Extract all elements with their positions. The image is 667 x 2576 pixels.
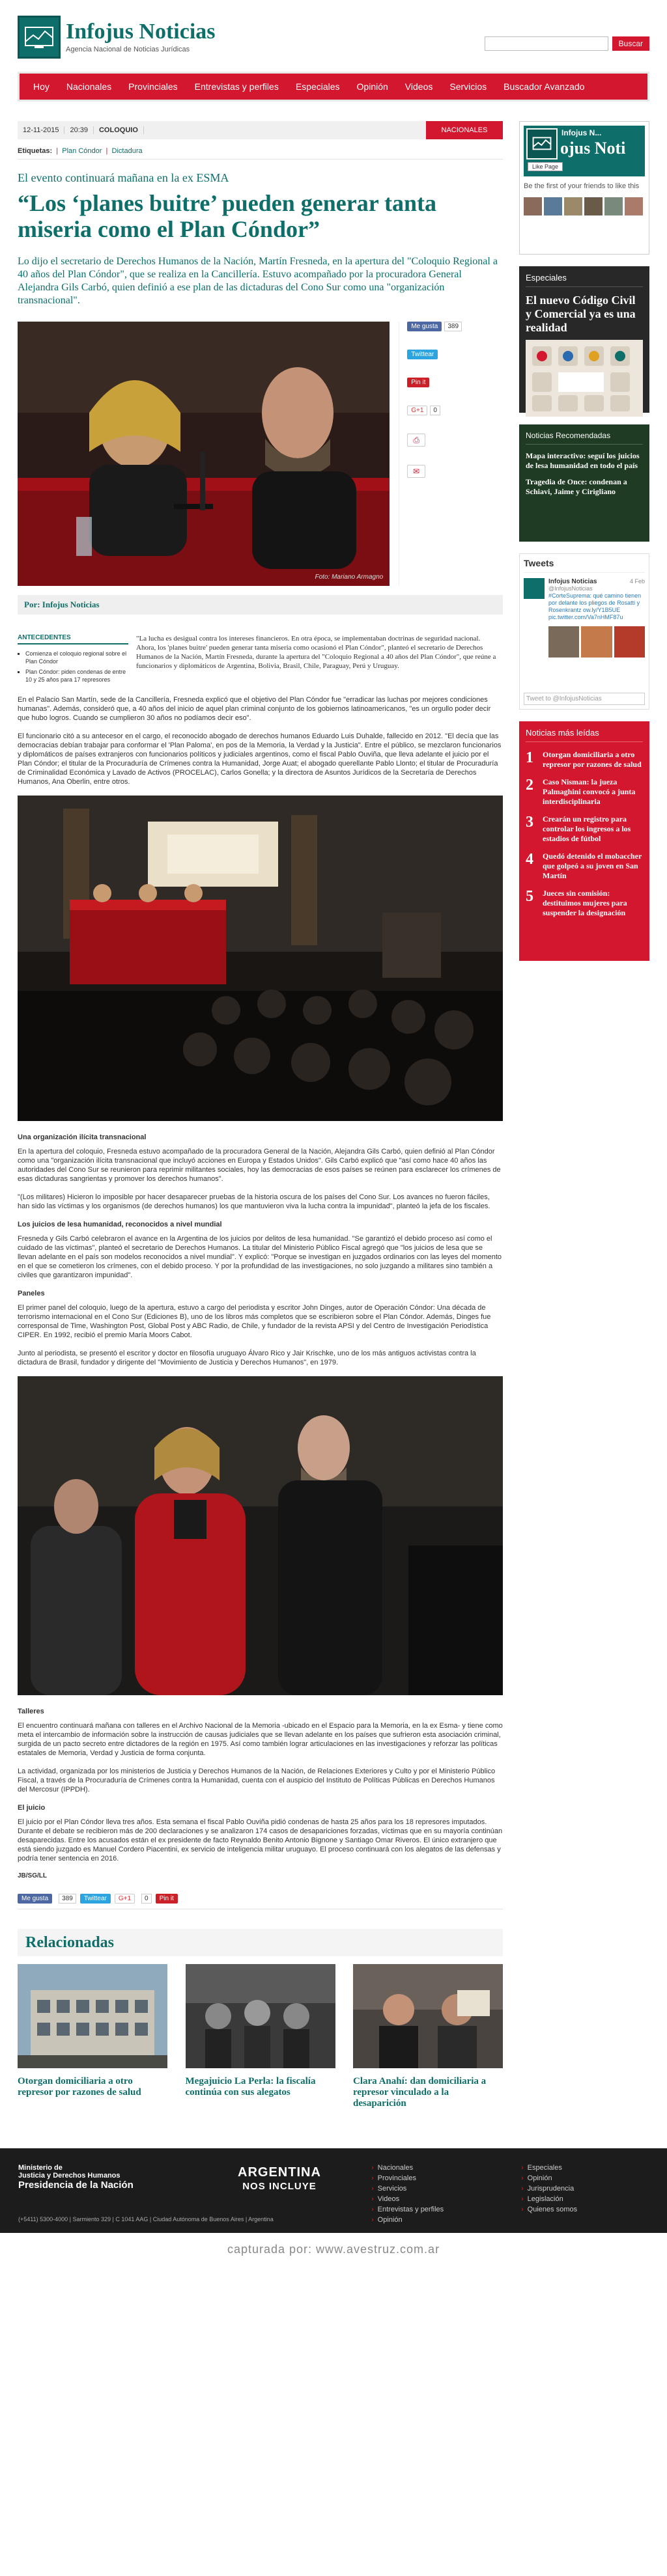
email-icon[interactable]: ✉ (407, 465, 425, 478)
pinterest-button[interactable]: Pin it (407, 378, 429, 387)
search-input[interactable] (485, 36, 608, 51)
pinterest-button[interactable]: Pin it (156, 1894, 178, 1904)
article-photo-3 (18, 1376, 503, 1695)
related-item[interactable] (353, 1964, 503, 2109)
footer-link[interactable]: › Provinciales (371, 2173, 444, 2183)
capture-watermark: capturada por: www.avestruz.com.ar (0, 2233, 667, 2265)
ministry-line-3: Presidencia de la Nación (18, 2180, 134, 2191)
twitter-avatar[interactable] (524, 578, 545, 599)
photo-credit: Foto: Mariano Armagno (315, 574, 384, 581)
facebook-like-button[interactable]: Me gusta (18, 1894, 52, 1904)
paragraph: En la apertura del coloquio, Fresneda estuvo acompañado de la procuradora General de la Nación, Alejandra Gils Carbó, quien definió al Plan Cóndor como una "organización ilícita transnacional que incluyó acciones en Europa y Estados Unidos". Gils Carbó explicó que "así como hace 40 años las autoridades del Cono Sur se reunieron para reprimir militantes sociales, hoy las democracias de esos países se reúnen para esclarecer los crímenes de esas dictaduras sangrientas y promover los derechos humanos". (18, 1148, 501, 1183)
related-title-text: Clara Anahí: dan domiciliaria a represor vinculado a la desaparición (353, 2076, 487, 2109)
especiales-image[interactable] (526, 340, 643, 417)
paragraph: El juicio por el Plan Cóndor lleva tres años. Esta semana el fiscal Pablo Ouviña pidió condenas de hasta 25 años para los 18 represores imputados. Durante el debate se recibieron más de 200 declaraciones y se analizaron 174 casos de desapariciones forzadas, víctimas que en su mayoría continúan desaparecidas. Entre los acusados están el ex presidente de facto Reynaldo Benito Antonio Bignone y Santiago Omar Riveros. El único extranjero que está siendo juzgado es Manuel Cordero Piacentini, ex servicio de inteligencia militar uruguayo. El proceso continuará con los alegatos de las defensas y podría tener sentencia en 2016. (18, 1818, 503, 1863)
recomendadas-box (519, 424, 649, 542)
related-title: Relacionadas (18, 1929, 503, 1956)
most-viewed-item[interactable] (526, 814, 643, 844)
google-plus-button[interactable]: G+1 (407, 406, 427, 415)
main-nav (18, 72, 649, 102)
facebook-cover-text: ojus Noti (560, 139, 626, 158)
pull-quote: "La lucha es desigual contra los intereses financieros. En otra época, se implementaban doctrinas de seguridad nacional. Ahora, los 'planes buitre' pueden generar tanta miseria como ocasionó el Plan Cóndor", planteó el secretario de Derechos Humanos de la Nación, Martín Fresneda, durante la apertura del "Coloquio Regional a 40 años del Plan Cóndor", que reúne a funcionarios y diplomáticos de Argentina, Bolivia, Brasil, Chile, Paraguay, Perú y Uruguay. (136, 635, 496, 670)
article-body-2 (18, 1133, 503, 1367)
most-viewed-text: Otorgan domiciliaria a otro represor por razones de salud (543, 750, 642, 769)
tweet-handle[interactable]: @InfojusNoticias (548, 585, 593, 592)
recomendadas-title: Noticias Recomendadas (526, 431, 643, 445)
most-viewed-item[interactable] (526, 852, 643, 881)
nav-item-entrevistas[interactable]: Entrevistas y perfiles (194, 81, 279, 92)
article-time: 20:39 (64, 126, 94, 134)
rank-number: 4 (526, 851, 533, 868)
related-title-text: Otorgan domiciliaria a otro represor por razones de salud (18, 2076, 141, 2098)
share-sidebar (399, 322, 503, 586)
facebook-count: 389 (59, 1894, 76, 1904)
google-plus-count: 0 (430, 406, 440, 415)
tweet-media[interactable] (548, 626, 645, 658)
especiales-title: Especiales (526, 273, 643, 287)
article-section: COLOQUIO (94, 126, 144, 134)
paragraph: "(Los militares) Hicieron lo imposible por hacer desaparecer pruebas de la historia oscura de los países del Cono Sur. Los avances no fueron fáciles, han sido las víctimas y los organismos (de derechos humanos) los que mantuvieron viva la lucha contra la impunidad", planteó la jefa de los fiscales. (18, 1193, 490, 1210)
article-kicker: El evento continuará mañana en la ex ESMA (18, 171, 229, 184)
subheading: Talleres (18, 1708, 44, 1715)
footer-link[interactable]: › Videos (371, 2194, 444, 2204)
facebook-widget (519, 121, 649, 255)
paragraph: El funcionario citó a su antecesor en el cargo, el reconocido abogado de derechos humanos Eduardo Luis Duhalde, fallecido en 2012. "El decía que las democracias debían trabajar para conformar el 'Plan Paloma', en pos de la Memoria, la Verdad y la Justicia". Entre el público, se mezclaron funcionarios y diplomáticos de países extranjeros con funcionarios políticos y judiciales argentinos, como el fiscal Pablo Ouviña, que lleva adelante el juicio por el Plan Cóndor; el titular de la Procuraduría de Crímenes contra la Humanidad, Jorge Auat; el abogado querellante Pablo Llonto; el titular de Procuraduría de Criminalidad Económica y Lavado de Activos (PROCELAC), Carlos Gonella; y la directora de Asuntos Jurídicos de la Secretaría de Derechos Humanos, Ana Oberlin, entre otros. (18, 732, 502, 786)
especiales-headline[interactable]: El nuevo Código Civil y Comercial ya es una realidad (526, 294, 636, 334)
footer-links-2 (521, 2163, 577, 2215)
twitter-widget (519, 553, 649, 710)
most-viewed-text: Caso Nisman: la jueza Palmaghini convocó a junta interdisciplinaria (543, 777, 636, 806)
nos-incluye-text: NOS INCLUYE (242, 2181, 317, 2192)
google-plus-button[interactable]: G+1 (115, 1894, 135, 1904)
article-headline: “Los ‘planes buitre’ pueden generar tanta miseria como el Plan Cóndor” (18, 190, 437, 242)
nav-item-buscador[interactable]: Buscador Avanzado (504, 81, 585, 92)
antecedentes-title: ANTECEDENTES (18, 634, 128, 644)
search-button[interactable]: Buscar (612, 36, 649, 51)
article-meta (18, 121, 503, 139)
footer-link[interactable]: › Legislación (521, 2194, 577, 2204)
nav-item-especiales[interactable]: Especiales (295, 81, 340, 92)
paragraph: El encuentro continuará mañana con talleres en el Archivo Nacional de la Memoria -ubicado en el Espacio para la Memoria, en la ex Esma- y tiene como meta el intercambio de información sobre la instrucción de causas judiciales que se llevan adelante en los países que sufrieron esta asociación criminal, surgida de un pacto secreto entre dictadores de la región en 1975. Así como también lograr articulaciones en las investigaciones y reforzar las políticas estatales de Memoria, Verdad y Justicia de forma conjunta. (18, 1722, 503, 1757)
rank-number: 1 (526, 749, 533, 766)
most-viewed-box (519, 721, 649, 961)
avatar[interactable] (604, 197, 623, 215)
related-image (186, 1964, 335, 2068)
article-photo-2 (18, 796, 503, 1121)
related-item[interactable] (186, 1964, 335, 2109)
tweet-to-input[interactable]: Tweet to @InfojusNoticias (524, 693, 645, 705)
article (18, 121, 503, 2109)
twitter-widget-title: Tweets (524, 558, 645, 573)
antecedente-link[interactable]: Comienza el coloquio regional sobre el Plan Cóndor (25, 650, 127, 665)
rank-number: 5 (526, 888, 533, 905)
avatar[interactable] (544, 197, 562, 215)
related-item[interactable] (18, 1964, 167, 2109)
paragraph: Fresneda y Gils Carbó celebraron el avance en la Argentina de los juicios por delitos de lesa humanidad. "Se garantizó el debido proceso así como el cuidado de las víctimas", planteó el secretario de Derechos Humanos. La titular del Ministerio Público Fiscal agregó que "los juicios de lesa que se llevan adelante en el país son modelos reconocidos a nivel mundial". Y explicó: "Porque se investigan en juzgados ordinarios con las leyes del momento en el que se cometieron los crímenes, con el debido proceso. Y por la profundidad de las investigaciones, no solo juzgando a militares sino también a civiles que garantizaron impunidad". (18, 1235, 502, 1279)
tags-label: Etiquetas: (18, 147, 53, 155)
ministry-line-1: Ministerio de (18, 2164, 63, 2172)
logo-icon (18, 16, 61, 59)
facebook-count: 389 (444, 322, 462, 331)
tweet-media-link[interactable]: pic.twitter.com/Va7nHMF87u (548, 614, 623, 620)
footer-link[interactable]: › Especiales (521, 2163, 577, 2173)
google-plus-count: 0 (141, 1894, 152, 1904)
footer-link[interactable]: › Entrevistas y perfiles (371, 2204, 444, 2215)
facebook-page-name[interactable]: Infojus N... (561, 128, 602, 137)
avatar[interactable] (524, 197, 542, 215)
sidebar (519, 121, 649, 2109)
argentina-logo (238, 2165, 321, 2194)
nav-item-videos[interactable]: Videos (404, 81, 433, 92)
share-bar-bottom (18, 1894, 503, 1909)
argentina-text: ARGENTINA (238, 2165, 321, 2180)
facebook-like-page-button[interactable]: Like Page (528, 162, 563, 171)
paragraph: El primer panel del coloquio, luego de la apertura, estuvo a cargo del periodista y escritor John Dinges, autor de Operación Cóndor: Una década de terrorismo internacional en el Cono Sur (Ediciones B), uno de los libros más completos que se escribieron sobre el Plan Cóndor. Además, Dinges fue corresponsal de Time, Washington Post, Global Post y ABC Radio, de Chile, y fundador de la revista APSI y del Centro de Investigación Periodística CIPER. En 1992, recibió el premio María Moors Cabot. (18, 1304, 491, 1339)
search-form (485, 36, 649, 51)
article-body-3 (18, 1707, 503, 1863)
recomendada-link[interactable]: Mapa interactivo: seguí los juicios de lesa humanidad en todo el país (526, 451, 640, 470)
tweet-date: 4 Feb (629, 578, 645, 585)
subheading: Una organización ilícita transnacional (18, 1133, 147, 1141)
article-photo (18, 322, 390, 586)
most-viewed-title: Noticias más leídas (526, 728, 643, 742)
facebook-widget-text: Be the first of your friends to like this (524, 182, 640, 190)
paragraph: En el Palacio San Martín, sede de la Cancillería, Fresneda explicó que el objetivo del Plan Cóndor fue "erradicar las luchas por mejores condiciones humanas". Además, consideró que, a 40 años del inicio de aquel plan criminal conjunto de los gobiernos latinoamericanos, "es un orgullo poder decir que hubo logros. Cuando se cumplieron 30 años no podíamos decir eso". (18, 696, 491, 722)
print-icon[interactable]: ⎙ (407, 434, 425, 447)
footer-link[interactable]: › Quienes somos (521, 2204, 577, 2215)
subheading: Los juicios de lesa humanidad, reconocidos a nivel mundial (18, 1221, 222, 1228)
antecedente-link[interactable]: Plan Cóndor: piden condenas de entre 10 y 25 años para 17 represores (25, 669, 126, 683)
nav-item-opinion[interactable]: Opinión (356, 81, 388, 92)
category-badge[interactable]: NACIONALES (426, 121, 503, 139)
antecedentes-box (18, 634, 128, 686)
article-signature: JB/SG/LL (18, 1872, 48, 1879)
most-viewed-item[interactable] (526, 750, 643, 769)
site-footer (0, 2148, 667, 2233)
related-title-text: Megajuicio La Perla: la fiscalía continúa con sus alegatos (185, 2076, 316, 2098)
related-image (353, 1964, 503, 2068)
recomendada-link[interactable]: Tragedia de Once: condenan a Schiavi, Jaime y Cirigliano (526, 477, 627, 496)
footer-link[interactable]: › Jurisprudencia (521, 2183, 577, 2194)
facebook-page-logo-icon (526, 128, 558, 159)
tweet-author[interactable]: Infojus Noticias (548, 578, 597, 585)
footer-link[interactable]: › Nacionales (371, 2163, 444, 2173)
most-viewed-item[interactable] (526, 889, 643, 918)
site-header (18, 0, 649, 72)
rank-number: 2 (526, 777, 533, 794)
avatar[interactable] (564, 197, 582, 215)
tag-link[interactable]: Plan Cóndor (62, 147, 102, 155)
tweet-text: #CorteSupremа: qué camino tienen por delante los pliegos de Rosatti y Rosenkrantz (548, 592, 642, 613)
facebook-like-button[interactable]: Me gusta (407, 322, 442, 331)
paragraph: Junto al periodista, se presentó el escritor y doctor en filosofía uruguayo Álvaro Rico y Jair Krischke, uno de los más antiguos activistas contra la dictadura de Brasil, fundador y dirigente del "Movimiento de Justicia y Derechos Humanos", en 1979. (18, 1350, 476, 1366)
most-viewed-text: Quedó detenido el mobaccher que golpeó a su joven en San Martín (543, 852, 642, 880)
tweet-link[interactable]: ow.ly/Y1B5UE (583, 607, 621, 613)
subheading: El juicio (18, 1804, 46, 1812)
paragraph: La actividad, organizada por los ministerios de Justicia y Derechos Humanos de la Nación, de Relaciones Exteriores y Culto y por el Ministerio Público Fiscal, a través de la Procuraduría de Crímenes contra la Humanidad, cuenta con el auspicio del Instituto de Políticas Públicas en Derechos Humanos del Mercosur (IPPDH). (18, 1767, 496, 1794)
nav-item-provinciales[interactable]: Provinciales (128, 81, 178, 92)
site-name: Infojus Noticias (66, 20, 216, 44)
subheading: Paneles (18, 1290, 45, 1297)
tag-link[interactable]: Dictadura (111, 147, 143, 155)
twitter-button[interactable]: Twittear (80, 1894, 111, 1904)
footer-link[interactable]: › Opinión (371, 2215, 444, 2225)
facebook-faces (524, 197, 645, 215)
article-lead: Lo dijo el secretario de Derechos Humanos de la Nación, Martín Fresneda, en la apertura del "Coloquio Regional a 40 años del Plan Cóndor", que se realiza en la Cancillería. Estuvo acompañado por la procuradora General Alejandra Gils Carbó, quien definió a ese plan de las dictaduras del Cono Sur como una "organización transnacional". (18, 256, 498, 306)
related-image (18, 1964, 167, 2068)
footer-links-1 (371, 2163, 444, 2225)
article-body (18, 695, 503, 786)
most-viewed-text: Crearán un registro para controlar los ingresos a los estadios de fútbol (543, 814, 631, 843)
ministry-line-2: Justicia y Derechos Humanos (18, 2172, 121, 2180)
rank-number: 3 (526, 814, 533, 831)
twitter-button[interactable]: Twittear (407, 350, 438, 359)
especiales-box (519, 266, 649, 413)
nav-item-servicios[interactable]: Servicios (449, 81, 487, 92)
related-list (18, 1964, 503, 2109)
site-logo[interactable] (18, 16, 216, 59)
avatar[interactable] (584, 197, 603, 215)
footer-address: (+5411) 5300-4000 | Sarmiento 329 | C 1041 AAG | Ciudad Autónoma de Buenos Aires | Argentina (18, 2216, 274, 2223)
most-viewed-text: Jueces sin comisión: destituimos mujeres para suspender la designación (543, 889, 627, 917)
article-date: 12-11-2015 (18, 126, 64, 134)
nav-item-nacionales[interactable]: Nacionales (66, 81, 112, 92)
most-viewed-item[interactable] (526, 777, 643, 807)
footer-link[interactable]: › Servicios (371, 2183, 444, 2194)
byline: Por: Infojus Noticias (18, 595, 503, 615)
avatar[interactable] (625, 197, 643, 215)
tags: Etiquetas: | Plan Cóndor | Dictadura (18, 147, 503, 159)
site-subtitle: Agencia Nacional de Noticias Jurídicas (66, 46, 190, 53)
ministry-logo[interactable] (18, 2164, 134, 2191)
nav-item-hoy[interactable]: Hoy (33, 81, 50, 92)
footer-link[interactable]: › Opinión (521, 2173, 577, 2183)
